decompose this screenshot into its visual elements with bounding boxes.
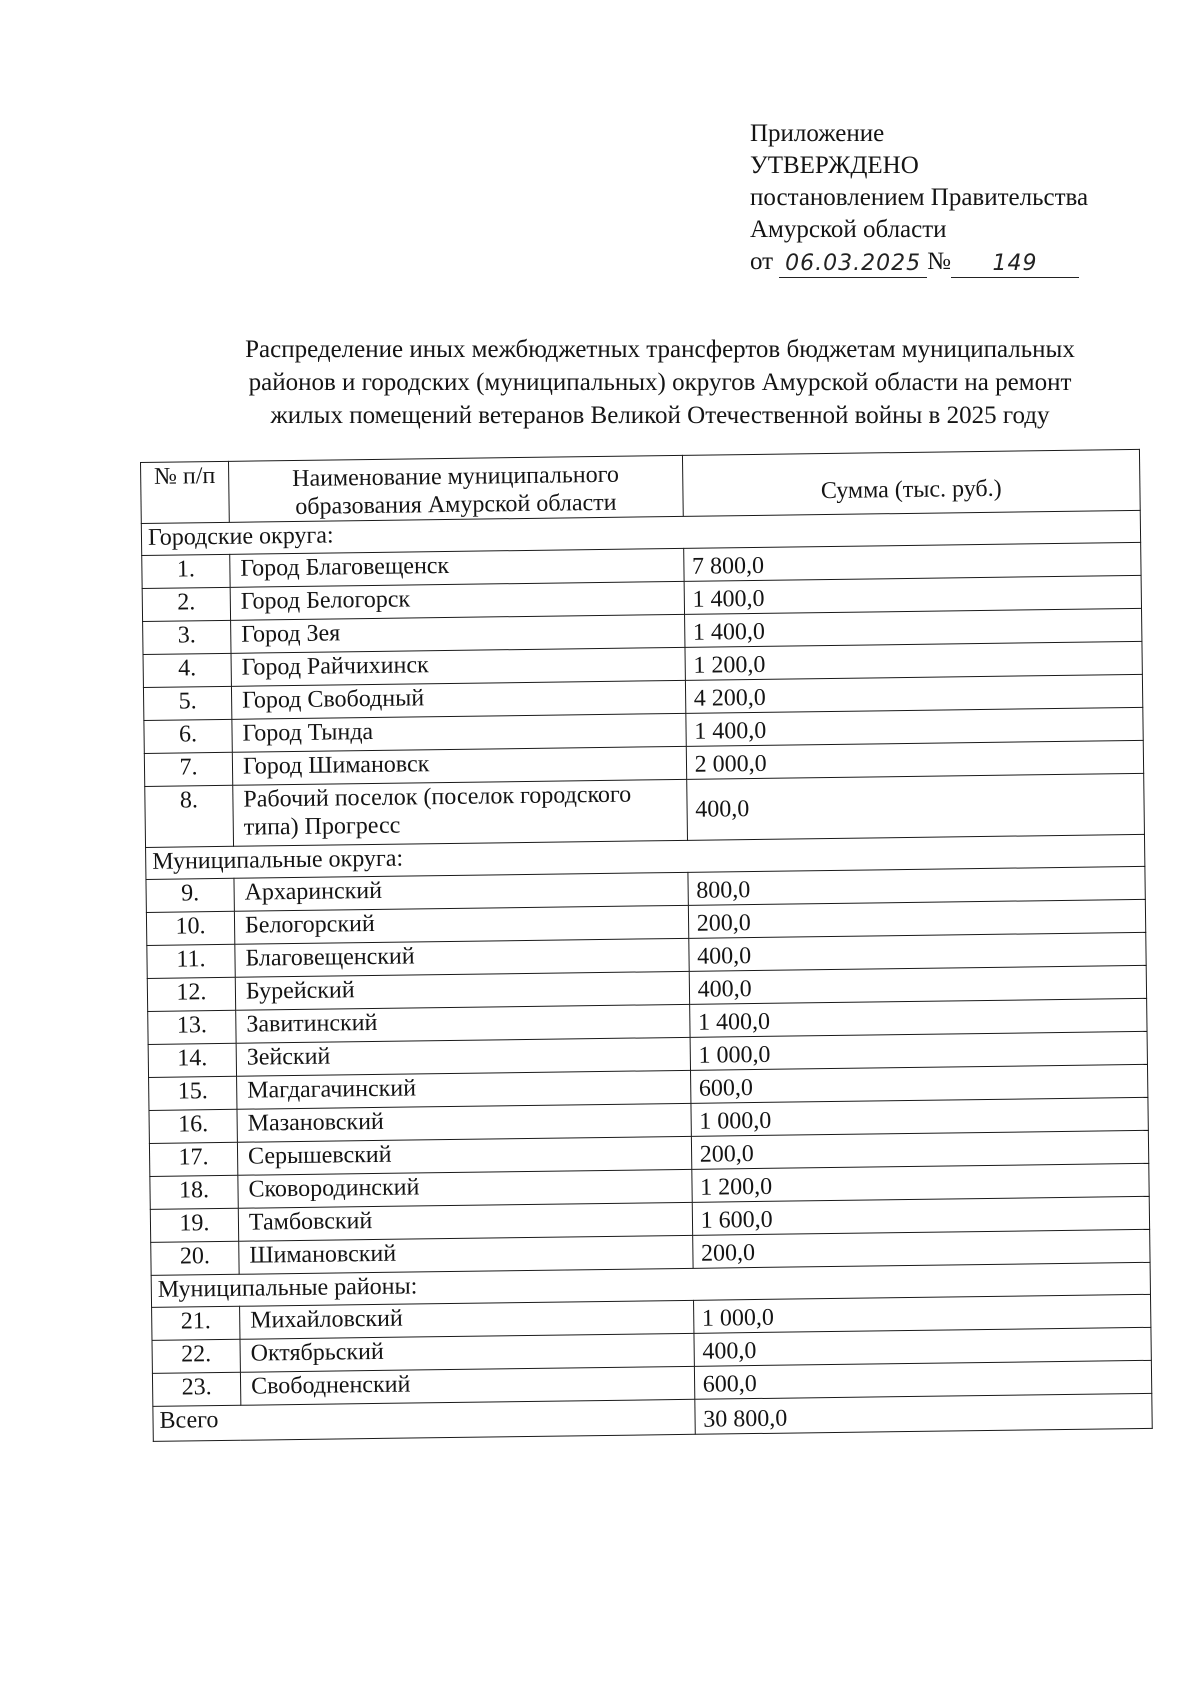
municipality-name: Зейский	[236, 1037, 690, 1076]
row-number: 7.	[144, 752, 232, 786]
group-label: Муниципальные округа:	[146, 834, 1145, 879]
municipality-name: Благовещенский	[235, 938, 689, 977]
distribution-table-wrapper	[140, 449, 1153, 1442]
row-number: 5.	[143, 686, 231, 720]
total-label: Всего	[153, 1399, 695, 1441]
row-number: 11.	[147, 944, 235, 978]
row-number: 23.	[152, 1372, 240, 1406]
municipality-name: Шимановский	[239, 1235, 693, 1274]
transfer-sum: 200,0	[688, 899, 1146, 938]
transfer-sum: 400,0	[689, 965, 1147, 1004]
transfer-sum: 600,0	[694, 1360, 1152, 1399]
transfer-sum: 7 800,0	[683, 542, 1141, 581]
municipality-name: Завитинский	[236, 1004, 690, 1043]
appendix-label: Приложение	[750, 120, 885, 147]
row-number: 15.	[149, 1076, 237, 1110]
municipality-name: Город Зея	[231, 614, 685, 653]
municipality-name: Серышевский	[237, 1136, 691, 1175]
table-body	[141, 510, 1152, 1441]
transfer-sum: 4 200,0	[685, 674, 1143, 713]
row-number: 13.	[148, 1010, 236, 1044]
transfer-sum: 1 200,0	[685, 641, 1143, 680]
municipality-name: Город Шимановск	[232, 746, 686, 785]
transfer-sum: 400,0	[688, 932, 1146, 971]
municipality-name: Сковородинский	[238, 1169, 692, 1208]
title-line-1: Распределение иных межбюджетных трансфертов бюджетам муниципальных	[245, 336, 1075, 363]
transfer-sum: 1 000,0	[691, 1097, 1149, 1136]
row-number: 17.	[149, 1142, 237, 1176]
resolution-number-handwritten: 149	[992, 251, 1038, 276]
group-label: Городские округа:	[141, 510, 1140, 555]
row-number: 22.	[152, 1339, 240, 1373]
row-number: 2.	[142, 587, 230, 621]
transfer-sum: 1 000,0	[693, 1294, 1151, 1333]
approved-label: УТВЕРЖДЕНО	[750, 152, 919, 179]
date-number-line	[750, 246, 1150, 278]
municipality-name: Город Тында	[232, 713, 686, 752]
transfer-sum: 2 000,0	[686, 740, 1144, 779]
distribution-table	[140, 449, 1153, 1442]
transfer-sum: 400,0	[694, 1327, 1152, 1366]
group-label: Муниципальные районы:	[151, 1262, 1150, 1307]
row-number: 20.	[151, 1241, 239, 1275]
document-title	[170, 333, 1150, 432]
municipality-name: Магдагачинский	[237, 1070, 691, 1109]
row-number: 18.	[150, 1175, 238, 1209]
transfer-sum: 1 000,0	[690, 1031, 1148, 1070]
municipality-name: Белогорский	[234, 905, 688, 944]
municipality-name: Архаринский	[234, 872, 688, 911]
transfer-sum: 1 400,0	[685, 707, 1143, 746]
transfer-sum: 800,0	[688, 866, 1146, 905]
row-number: 1.	[142, 554, 230, 588]
municipality-name: Город Райчихинск	[231, 647, 685, 686]
row-number: 8.	[145, 785, 234, 847]
municipality-name: Город Свободный	[231, 680, 685, 719]
resolution-date-handwritten: 06.03.2025	[785, 251, 922, 276]
row-number: 9.	[146, 878, 234, 912]
municipality-name: Мазановский	[237, 1103, 691, 1142]
header-number: № п/п	[141, 461, 230, 523]
transfer-sum: 200,0	[692, 1229, 1150, 1268]
municipality-name: Октябрьский	[240, 1333, 694, 1372]
resolution-label: постановлением Правительства	[750, 184, 1089, 211]
region-label: Амурской области	[750, 216, 947, 243]
transfer-sum: 1 400,0	[684, 608, 1142, 647]
municipality-name: Город Белогорск	[230, 581, 684, 620]
row-number: 14.	[148, 1043, 236, 1077]
transfer-sum: 600,0	[690, 1064, 1148, 1103]
transfer-sum: 1 400,0	[689, 998, 1147, 1037]
transfer-sum: 200,0	[691, 1130, 1149, 1169]
resolution-number-field	[951, 250, 1079, 278]
total-sum: 30 800,0	[694, 1393, 1152, 1434]
header-sum: Сумма (тыс. руб.)	[682, 449, 1140, 516]
municipality-name: Бурейский	[235, 971, 689, 1010]
header-municipality: Наименование муниципального образования Амурской области	[228, 455, 682, 522]
approval-stamp-block	[750, 118, 1150, 278]
from-prefix: от	[750, 248, 774, 275]
row-number: 21.	[152, 1306, 240, 1340]
transfer-sum: 1 200,0	[691, 1163, 1149, 1202]
municipality-name: Свободненский	[240, 1366, 694, 1405]
resolution-date-field	[779, 250, 927, 278]
title-line-3: жилых помещений ветеранов Великой Отечественной войны в 2025 году	[270, 402, 1050, 429]
row-number: 12.	[147, 977, 235, 1011]
municipality-name: Рабочий поселок (поселок городского типа) Прогресс	[233, 779, 687, 846]
municipality-name: Город Благовещенск	[230, 548, 684, 587]
row-number: 3.	[143, 620, 231, 654]
row-number: 6.	[144, 719, 232, 753]
title-line-2: районов и городских (муниципальных) округов Амурской области на ремонт	[248, 369, 1072, 396]
transfer-sum: 1 400,0	[684, 575, 1142, 614]
number-sign: №	[927, 248, 951, 275]
row-number: 4.	[143, 653, 231, 687]
municipality-name: Михайловский	[240, 1300, 694, 1339]
transfer-sum: 400,0	[686, 773, 1144, 840]
row-number: 16.	[149, 1109, 237, 1143]
row-number: 19.	[150, 1208, 238, 1242]
transfer-sum: 1 600,0	[692, 1196, 1150, 1235]
row-number: 10.	[146, 911, 234, 945]
municipality-name: Тамбовский	[238, 1202, 692, 1241]
